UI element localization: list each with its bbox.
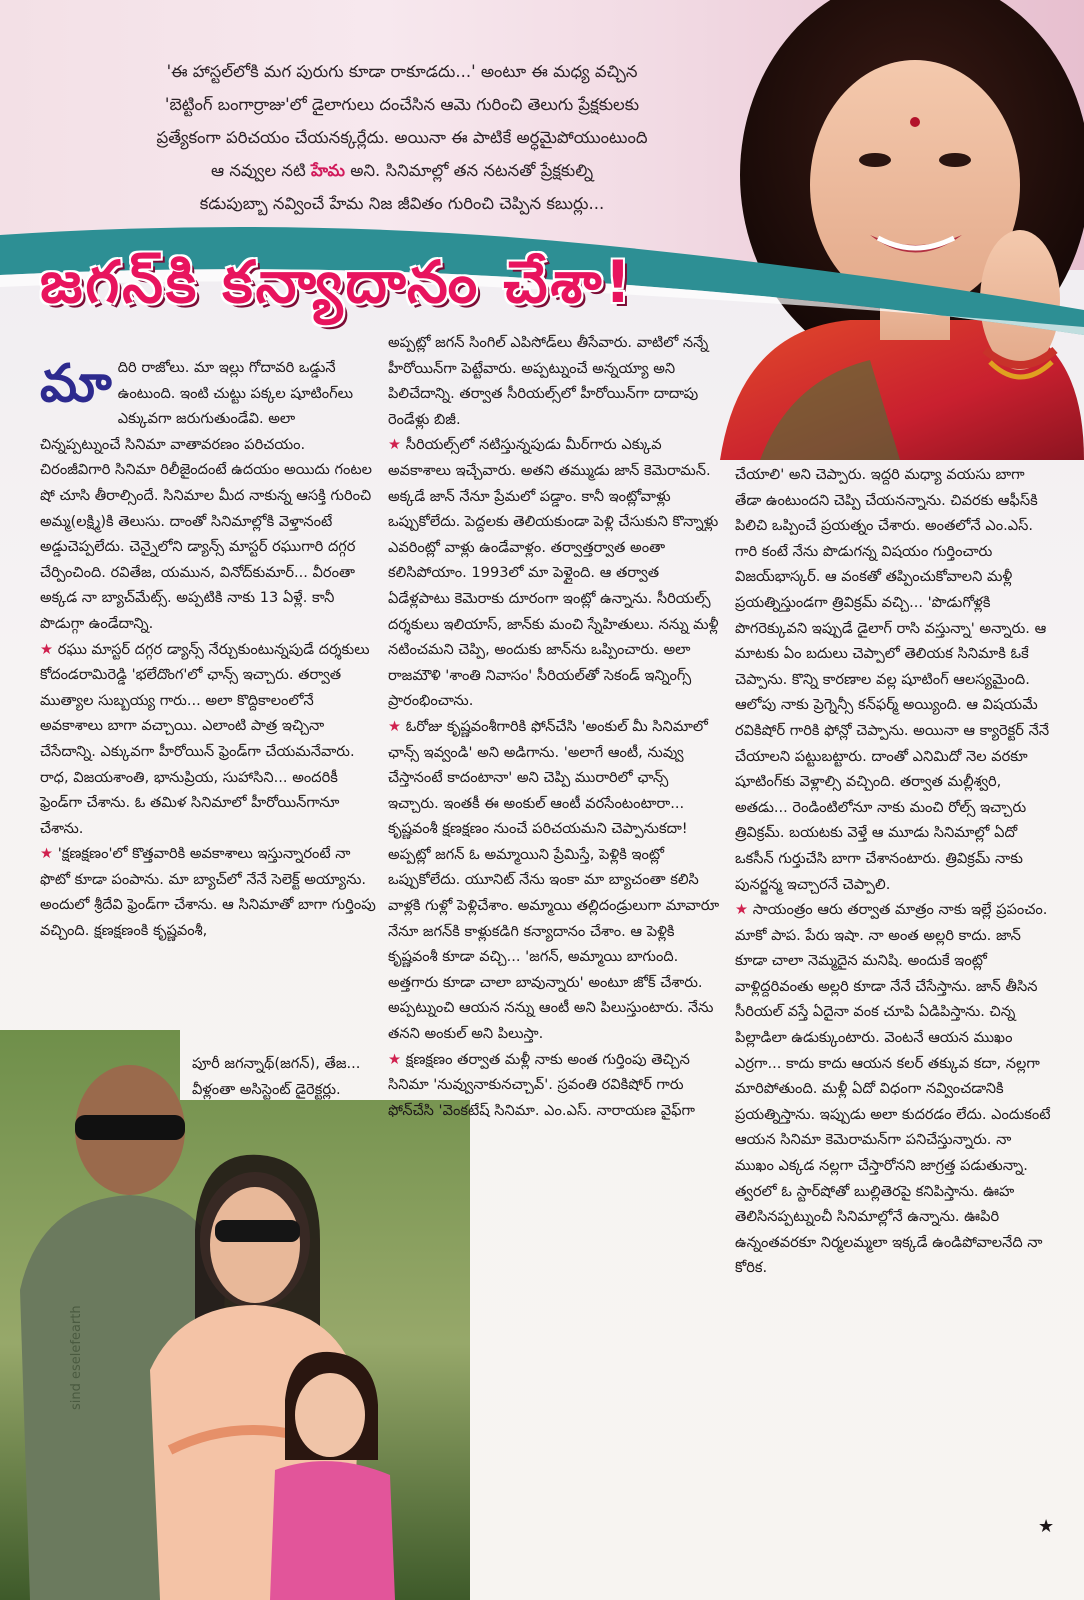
paragraph <box>40 355 378 637</box>
intro-line: కడుపుబ్బా నవ్వించే హేమ నిజ జీవితం గురించి చెప్పిన కబుర్లు... <box>199 194 605 213</box>
drop-cap: మా <box>40 354 112 414</box>
paragraph-text: 'క్షణక్షణం'లో కొత్తవారికి అవకాశాలు ఇస్తున్నారంటే నా ఫొటో కూడా పంపాను. మా బ్యాచ్‌లో నేనే సెలెక్ట్ అయ్యాను. అందులో శ్రీదేవి ఫ్రెండ్‌గా చేశాను. ఆ సినిమాతో బాగా గుర్తింపు వచ్చింది. క్షణక్షణంకి కృష్ణవంశీ, <box>40 845 376 940</box>
paragraph <box>388 714 723 1047</box>
paragraph-continuation: పూరీ జగన్నాథ్(జగన్), తేజ... వీళ్లంతా అసిస్టెంట్ డైరెక్టర్లు. <box>192 1055 361 1098</box>
paragraph <box>388 432 723 714</box>
paragraph-text: ఓరోజు కృష్ణవంశీగారికి ఫోన్‌చేసి 'అంకుల్ మీ సినిమాలో ఛాన్స్ ఇవ్వండి' అని అడిగాను. 'అలాగే ఆంటీ, నువ్వు చేస్తానంటే కాదంటానా' అని చెప్పి మురారిలో ఛాన్స్ ఇచ్చారు. ఇంతకీ ఈ అంకుల్ ఆంటీ వరసేంటంటారా... కృష్ణవంశీ క్షణక్షణం నుంచే పరిచయమని చెప్పానుకదా! అప్పట్లో జగన్ ఓ అమ్మాయిని ప్రేమిస్తే, పెళ్లికి ఇంట్లో ఒప్పుకోలేదు. యూనిట్ నేను ఇంకా మా బ్యాచంతా కలిసి వాళ్లకి గుళ్లో పెళ్లిచేశాం. అమ్మాయి తల్లిదండ్రులుగా మావారూ నేనూ జగన్‌కి కాళ్లుకడిగి కన్యాదానం చేశాం. ఆ పెళ్లికి కృష్ణవంశీ కూడా వచ్చి... 'జగన్, అమ్మాయి బాగుంది. అత్తగారు కూడా చాలా బావున్నారు' అంటూ జోక్ చేశారు. అప్పట్నుంచి ఆయన నన్ను ఆంటీ అని పిలుస్తుంటారు. నేను తనని అంకుల్ అని పిలుస్తా. <box>388 717 720 1043</box>
paragraph-text: రఘు మాస్టర్ దగ్గర డ్యాన్స్ నేర్చుకుంటున్నపుడే దర్శకులు కోదండరామిరెడ్డి 'భలేదొంగ'లో ఛాన్స్ ఇచ్చారు. తర్వాత ముత్యాల సుబ్బయ్య గారు... అలా కొద్దికాలంలోనే అవకాశాలు బాగా వచ్చాయి. ఎలాంటి పాత్ర ఇచ్చినా చేసేదాన్ని. ఎక్కువగా హీరోయిన్ ఫ్రెండ్‌గా చేయమనేవారు. రాధ, విజయశాంతి, భానుప్రియ, సుహాసిని... అందరికీ ఫ్రెండ్‌గా చేశాను. ఓ తమిళ సినిమాలో హీరోయిన్‌గానూ చేశాను. <box>40 640 370 837</box>
bullet-star-icon: ★ <box>735 901 749 919</box>
intro-line: ప్రత్యేకంగా పరిచయం చేయనక్కర్లేదు. అయినా ఈ పాటికే అర్ధమైపోయుంటుంది <box>156 128 648 147</box>
paragraph: అప్పట్లో జగన్ సింగిల్ ఎపిసోడ్‌లు తీసేవారు. వాటిలో నన్నే హీరోయిన్‌గా పెట్టేవారు. అప్పట్నుంచే అన్నయ్యా అని పిలిచేదాన్ని. తర్వాత సీరియల్స్‌లో హీరోయిన్‌గా దాదాపు రెండేళ్లు బిజీ. <box>388 334 709 428</box>
paragraph-text: సీరియల్స్‌లో నటిస్తున్నపుడు మీర్‌గారు ఎక్కువ అవకాశాలు ఇచ్చేవారు. అతని తమ్ముడు జాన్ కెమెరామన్. అక్కడే జాన్ నేనూ ప్రేమలో పడ్డాం. కానీ ఇంట్లోవాళ్లు ఒప్పుకోలేదు. పెద్దలకు తెలియకుండా పెళ్లి చేసుకుని కొన్నాళ్లు ఎవరింట్లో వాళ్లు ఉండేవాళ్లం. తర్వాత్తర్వాత అంతా కలిసిపోయాం. 1993లో మా పెళ్లైంది. ఆ తర్వాత ఏడేళ్లపాటు కెమెరాకు దూరంగా ఇంట్లో ఉన్నాను. సీరియల్స్ దర్శకులు ఇలియాస్, జాన్‌కు మంచి స్నేహితులు. నన్ను మళ్లీ నటించమని చెప్పి, అందుకు జాన్‌ను ఒప్పించారు. అలా రాజమౌళి 'శాంతి నివాసం' సీరియల్‌తో సెకండ్ ఇన్నింగ్స్ ప్రారంభించాను. <box>388 436 719 710</box>
article-headline: జగన్‌కి కన్యాదానం చేశా! <box>40 248 635 316</box>
paragraph-text: సాయంత్రం ఆరు తర్వాత మాత్రం నాకు ఇల్లే ప్రపంచం. మాకో పాప. పేరు ఇషా. నా అంత అల్లరి కాదు. జాన్ కూడా చాలా నెమ్మదైన మనిషి. అందుకే ఇంట్లో వాళ్లిద్దరివంతు అల్లరి కూడా నేనే చేసేస్తాను. జాన్ తీసిన సీరియల్ వస్తే ఏదైనా వంక చూపి ఏడిపిస్తాను. చిన్న పిల్లాడిలా ఉడుక్కుంటారు. వెంటనే ఆయన ముఖం ఎర్రగా... కాదు కాదు ఆయన కలర్ తక్కువ కదా, నల్లగా మారిపోతుంది. మళ్లీ ఏదో విధంగా నవ్వించడానికి ప్రయత్నిస్తాను. ఇప్పుడు అలా కుదరడం లేదు. ఎందుకంటే ఆయన సినిమా కెమెరామన్‌గా పనిచేస్తున్నారు. నా ముఖం ఎక్కడ నల్లగా చేస్తారోనని జాగ్రత్త పడుతున్నా. త్వరలో ఓ స్టార్‌షోతో బుల్లితెరపై కనిపిస్తాను. ఊహ తెలిసినప్పట్నుంచీ సినిమాల్లోనే ఉన్నాను. ఊపిరి ఉన్నంతవరకూ నిర్మలమ్మలా ఇక్కడే ఉండిపోవాలనేది నా కోరిక. <box>735 901 1051 1277</box>
paragraph <box>388 1047 723 1124</box>
end-star-icon: ★ <box>1038 1516 1055 1537</box>
paragraph <box>40 841 378 943</box>
bullet-star-icon: ★ <box>388 717 402 735</box>
paragraph: చేయాలి' అని చెప్పారు. ఇద్దరి మధ్యా వయసు బాగా తేడా ఉంటుందని చెప్పి చేయనన్నాను. చివరకు ఆఫీస్‌కి పిలిచి ఒప్పించే ప్రయత్నం చేశారు. అంతలోనే ఎం.ఎస్. గారి కంటే నేను పొడుగన్న విషయం గుర్తించారు విజయ్‌భాస్కర్. ఆ వంకతో తప్పించుకోవాలని మళ్లీ ప్రయత్నిస్తుండగా త్రివిక్రమ్ వచ్చి... 'పొడుగోళ్లకి పొగరెక్కువని ఇప్పుడే డైలాగ్ రాసి వస్తున్నా' అన్నారు. ఆ మాటకు ఏం బదులు చెప్పాలో తెలియక సినిమాకి ఓకే చెప్పాను. కొన్ని కారణాల వల్ల షూటింగ్ ఆలస్యమైంది. ఆలోపు నాకు ప్రెగ్నెన్సీ కన్‌ఫర్మ్ అయ్యింది. ఆ విషయమే రవికిషోర్ గారికి ఫోన్లో చెప్పాను. అయినా ఆ క్యారెక్టర్ నేనే చేయాలని పట్టుబట్టారు. దాంతో ఎనిమిదో నెల వరకూ షూటింగ్‌కు వెళ్లాల్సి వచ్చింది. తర్వాత మల్లీశ్వరి, అతడు... రెండింటిలోనూ నాకు మంచి రోల్స్ ఇచ్చారు త్రివిక్రమ్. బయటకు వెళ్తే ఆ మూడు సినిమాల్లో ఏదో ఒకసీన్ గుర్తుచేసి బాగా చేశానంటారు. త్రివిక్రమ్ నాకు పునర్జన్మ ఇచ్చారనే చెప్పాలి. <box>735 466 1050 893</box>
intro-line: 'బెట్టింగ్ బంగార్రాజు'లో డైలాగులు దంచేసిన ఆమె గురించి తెలుగు ప్రేక్షకులకు <box>164 95 640 114</box>
intro-line: 'ఈ హాస్టల్‌లోకి మగ పురుగు కూడా రాకూడదు...' అంటూ ఈ మధ్య వచ్చిన <box>166 62 638 81</box>
intro-text: అని. సినిమాల్లో తన నటనతో ప్రేక్షకుల్ని <box>350 161 594 180</box>
intro-text: ఆ నవ్వుల నటి <box>210 161 306 180</box>
paragraph <box>40 637 378 842</box>
article-column-3 <box>735 462 1053 1281</box>
paragraph-text: దిరి రాజోలు. మా ఇల్లు గోదావరి ఒడ్డునే ఉంటుంది. ఇంటి చుట్టు పక్కల షూటింగ్‌లు ఎక్కువగా జరుగుతుండేవి. అలా చిన్నప్పట్నుంచే సినిమా వాతావరణం పరిచయం. చిరంజీవిగారి సినిమా రిలీజైందంటే ఉదయం అయిదు గంటల షో చూసి తీరాల్సిందే. సినిమాల మీద నాకున్న ఆసక్తి గురించి అమ్మ(లక్ష్మి)కి తెలుసు. దాంతో సినిమాల్లోకి వెళ్తానంటే అడ్డుచెప్పలేదు. చెన్నైలోని డ్యాన్స్ మాస్టర్ రఘుగారి దగ్గర చేర్పించింది. రవితేజ, యమున, వినోద్‌కుమార్... వీరంతా అక్కడ నా బ్యాచ్‌మేట్స్. అప్పటికి నాకు 13 ఏళ్లే. కానీ పొడుగ్గా ఉండేదాన్ని. <box>40 359 373 632</box>
bullet-star-icon: ★ <box>388 436 402 454</box>
paragraph-text: క్షణక్షణం తర్వాత మళ్లీ నాకు అంత గుర్తింపు తెచ్చిన సినిమా 'నువ్వునాకునచ్చావ్'. స్రవంతి రవికిషోర్ గారు ఫోన్‌చేసి 'వెంకటేష్ సినిమా. ఎం.ఎస్. నారాయణ వైఫ్‌గా <box>388 1050 695 1119</box>
bullet-star-icon: ★ <box>388 1050 402 1068</box>
actress-name: హేమ <box>311 161 345 180</box>
photo-credit: sind eselefearth <box>69 1305 84 1410</box>
bullet-star-icon: ★ <box>40 640 54 658</box>
article-column-1 <box>40 355 378 944</box>
paragraph <box>735 897 1053 1281</box>
intro-line <box>92 154 712 187</box>
bullet-star-icon: ★ <box>40 845 54 863</box>
article-column-2 <box>388 330 723 1123</box>
intro-paragraph <box>92 55 712 220</box>
